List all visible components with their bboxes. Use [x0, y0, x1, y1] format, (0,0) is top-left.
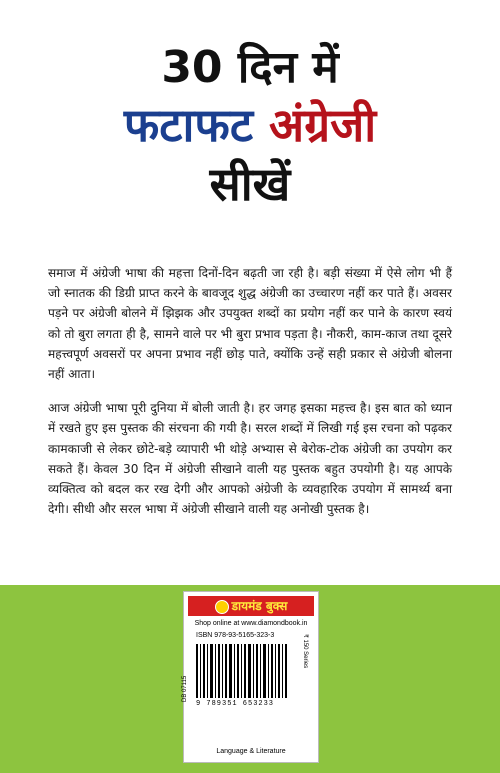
- barcode-digits: 9 789351 653233: [196, 700, 275, 708]
- blurb-paragraph-1: समाज में अंग्रेजी भाषा की महत्ता दिनों-दिन बढ़ती जा रही है। बड़ी संख्या में ऐसे लोग भी हैं जो स्नातक की डिग्री प्राप्त करने के बावजूद शुद्ध अंग्रेजी का उच्चारण नहीं कर पाते हैं। अवसर पड़ने पर अंग्रेजी बोलने में झिझक और उपयुक्त शब्दों का प्रयोग नहीं कर पाने के कारण स्वयं को तो बुरा लगता ही है, सामने वाले पर भी बुरा प्रभाव पड़ता है। नौकरी, काम-काज तथा दूसरे महत्त्वपूर्ण अवसरों पर अपना प्रभाव नहीं छोड़ पाते, क्योंकि उन्हें सही प्रकार से अंग्रेजी बोलना नहीं आता।: [48, 266, 452, 382]
- shop-online-text: Shop online at www.diamondbook.in: [194, 620, 308, 627]
- product-code: DB 07115: [182, 675, 188, 702]
- title-line-1: 30 दिन में: [161, 42, 339, 93]
- isbn-text: ISBN 978-93-5165-323-3: [196, 632, 275, 639]
- title-line-3: सीखें: [209, 157, 291, 211]
- barcode: [196, 644, 288, 698]
- title-word-angrezi: अंग्रेजी: [269, 98, 377, 152]
- diamond-logo-icon: [215, 600, 229, 614]
- publisher-label: [183, 591, 319, 763]
- publisher-brand: [188, 596, 314, 616]
- book-blurb: [48, 263, 452, 533]
- category-label: Language & Literature: [216, 748, 286, 755]
- book-title: [0, 40, 500, 214]
- blurb-paragraph-2: आज अंग्रेजी भाषा पूरी दुनिया में बोली जाती है। हर जगह इसका महत्त्व है। इस बात को ध्यान में रखते हुए इस पुस्तक की संरचना की गयी है। सरल शब्दों में लिखी गई इस रचना को पढ़कर कामकाजी से लेकर छोटे-बड़े व्यापारी भी थोड़े अभ्यास से बेरोक-टोक अंग्रेजी का उपयोग कर सकते हैं। केवल 30 दिन में अंग्रेजी सीखाने वाली यह पुस्तक बहुत उपयोगी है। यह आपके व्यक्तित्व को बदल कर रख देगी और आपको अंग्रेजी के व्यवहारिक उपयोग में सामर्थ्य बना देगी। सीधी और सरल भाषा में अंग्रेजी सीखाने वाली यह अनोखी पुस्तक है।: [48, 401, 452, 517]
- title-line-2: [0, 96, 500, 154]
- brand-name: डायमंड बुक्स: [231, 599, 288, 613]
- series-label: ₹ 150 Series: [302, 634, 308, 669]
- title-word-fatafat: फटाफट: [123, 98, 270, 152]
